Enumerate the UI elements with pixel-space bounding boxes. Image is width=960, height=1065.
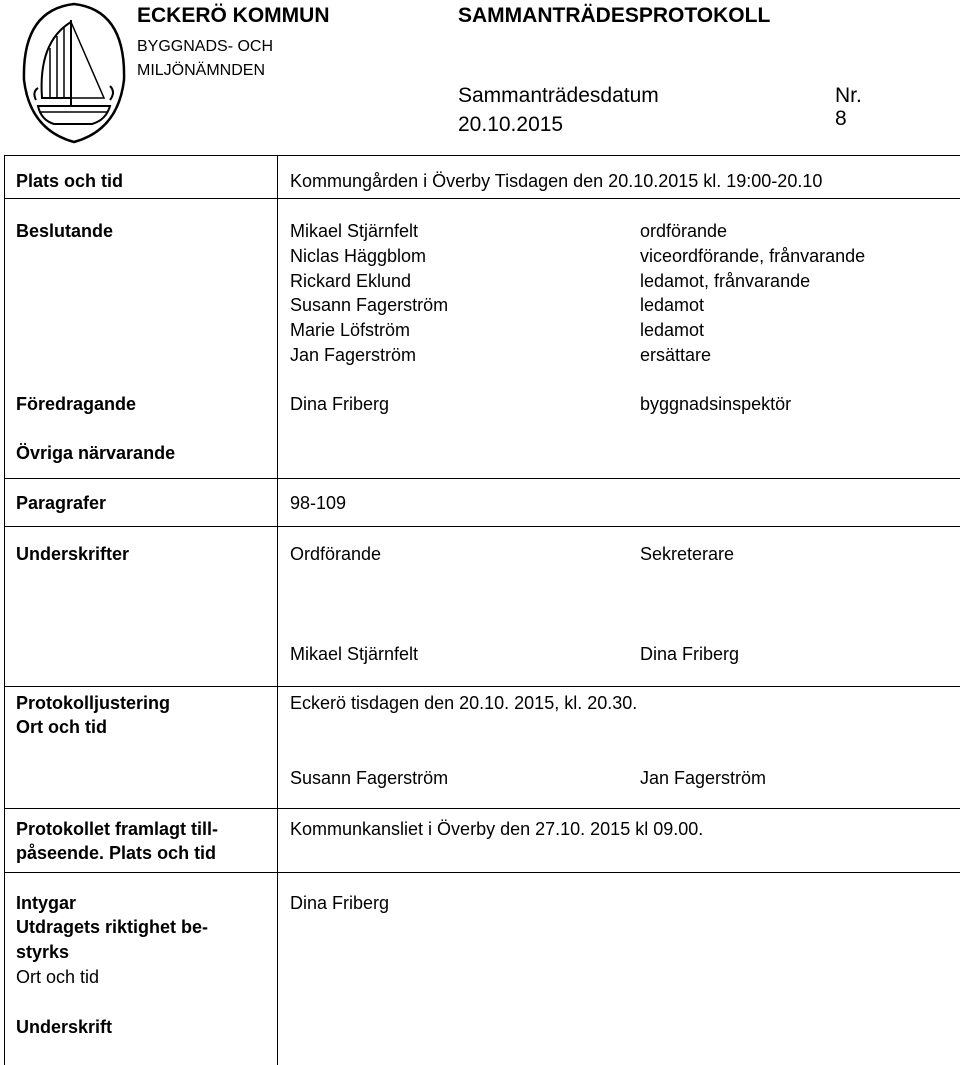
municipality-name: ECKERÖ KOMMUN bbox=[137, 4, 330, 27]
others-present-label: Övriga närvarande bbox=[16, 443, 176, 463]
adjuster1-name: Susann Fagerström bbox=[290, 768, 449, 788]
chair-title: Ordförande bbox=[290, 544, 382, 564]
decision-makers-label: Beslutande bbox=[16, 221, 114, 241]
member-name: Marie Löfström bbox=[290, 320, 411, 340]
member-role: viceordförande, frånvarande bbox=[640, 246, 866, 266]
row-divider-place bbox=[4, 198, 960, 199]
board-name-line2: MILJÖNÄMNDEN bbox=[137, 62, 266, 79]
public-display-label-line1: Protokollet framlagt till- bbox=[16, 819, 219, 839]
chair-name: Mikael Stjärnfelt bbox=[290, 644, 419, 664]
secretary-title: Sekreterare bbox=[640, 544, 735, 564]
member-name: Mikael Stjärnfelt bbox=[290, 221, 419, 241]
row-divider-others bbox=[4, 478, 960, 479]
certificate-label-line4: Ort och tid bbox=[16, 967, 100, 987]
signatures-label: Underskrifter bbox=[16, 544, 130, 564]
certificate-label-line3: styrks bbox=[16, 942, 70, 962]
certificate-label-line1: Intygar bbox=[16, 893, 77, 913]
member-role: ledamot, frånvarande bbox=[640, 271, 811, 291]
secretary-name: Dina Friberg bbox=[640, 644, 740, 664]
public-display-label-line2: påseende. Plats och tid bbox=[16, 843, 217, 863]
presenter-label: Föredragande bbox=[16, 394, 137, 414]
member-role: ersättare bbox=[640, 345, 712, 365]
member-role: ledamot bbox=[640, 295, 705, 315]
place-time-label: Plats och tid bbox=[16, 171, 124, 191]
row-divider-paragraphs bbox=[4, 526, 960, 527]
adjustment-label-line1: Protokolljustering bbox=[16, 693, 171, 713]
viking-ship-icon bbox=[14, 2, 134, 144]
place-time-value: Kommungården i Överby Tisdagen den 20.10.2015 kl. 19:00-20.10 bbox=[290, 171, 823, 191]
public-display-value: Kommunkansliet i Överby den 27.10. 2015 kl 09.00. bbox=[290, 819, 704, 839]
certificate-label-line2: Utdragets riktighet be- bbox=[16, 917, 209, 937]
document-type: SAMMANTRÄDESPROTOKOLL bbox=[458, 4, 771, 27]
row-divider-adjustment bbox=[4, 686, 960, 687]
certificate-name: Dina Friberg bbox=[290, 893, 390, 913]
member-name: Jan Fagerström bbox=[290, 345, 417, 365]
signature-footer-label: Underskrift bbox=[16, 1017, 113, 1037]
adjuster2-name: Jan Fagerström bbox=[640, 768, 767, 788]
member-name: Rickard Eklund bbox=[290, 271, 412, 291]
label-column-divider bbox=[277, 155, 278, 1065]
meeting-number: 8 bbox=[835, 107, 847, 130]
row-divider-certificate bbox=[4, 872, 960, 873]
presenter-name: Dina Friberg bbox=[290, 394, 390, 414]
adjustment-label-line2: Ort och tid bbox=[16, 717, 107, 737]
left-border bbox=[4, 155, 5, 1065]
presenter-role: byggnadsinspektör bbox=[640, 394, 792, 414]
number-label: Nr. bbox=[835, 84, 862, 107]
meeting-date-label: Sammanträdesdatum bbox=[458, 84, 659, 107]
member-name: Susann Fagerström bbox=[290, 295, 449, 315]
meeting-date: 20.10.2015 bbox=[458, 113, 564, 136]
member-name: Niclas Häggblom bbox=[290, 246, 427, 266]
adjustment-value: Eckerö tisdagen den 20.10. 2015, kl. 20.30. bbox=[290, 693, 638, 713]
row-divider-public bbox=[4, 808, 960, 809]
paragraphs-value: 98-109 bbox=[290, 493, 347, 513]
board-name-line1: BYGGNADS- OCH bbox=[137, 38, 274, 55]
member-role: ordförande bbox=[640, 221, 728, 241]
member-role: ledamot bbox=[640, 320, 705, 340]
header-divider bbox=[4, 155, 960, 156]
paragraphs-label: Paragrafer bbox=[16, 493, 107, 513]
